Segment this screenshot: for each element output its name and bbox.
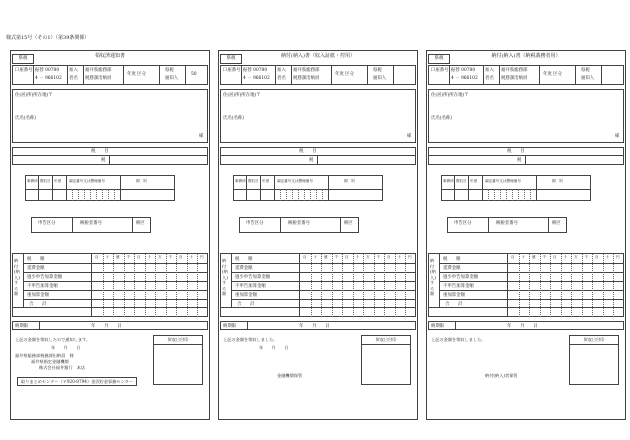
declaration-row bbox=[31, 217, 151, 233]
payee-org-a: 福井県総務部 bbox=[501, 68, 528, 73]
digit-separator bbox=[311, 254, 312, 317]
digit-separator bbox=[494, 189, 495, 201]
divider bbox=[468, 176, 469, 201]
tax-label-b: 通知人 bbox=[373, 76, 387, 81]
date-col-label: 徴収日 bbox=[40, 179, 51, 183]
divider bbox=[429, 155, 624, 156]
year-col-label: 年度 bbox=[54, 179, 62, 183]
digit-header: 十 bbox=[397, 255, 402, 259]
divider bbox=[23, 272, 208, 273]
digit-separator bbox=[286, 189, 287, 201]
divider bbox=[439, 299, 624, 300]
digit-separator bbox=[550, 254, 551, 317]
digit-header: 千 bbox=[542, 255, 547, 259]
account-number-b: 4 － 966102 bbox=[35, 76, 62, 81]
divider bbox=[185, 66, 186, 85]
digit-separator bbox=[108, 189, 109, 201]
digit-header: 十 bbox=[189, 255, 194, 259]
deadline-label: 納期限 bbox=[15, 324, 29, 329]
amount-row-label: 延滞金額 bbox=[443, 266, 461, 271]
digit-separator bbox=[342, 254, 343, 317]
receipt-note-bank: 福井県指定金融機関 bbox=[31, 359, 69, 364]
divider bbox=[340, 218, 341, 233]
divider bbox=[83, 66, 84, 85]
divider bbox=[231, 263, 416, 264]
digit-header: 万 bbox=[574, 255, 578, 259]
digit-separator bbox=[84, 189, 85, 201]
payment-district-label: 納区 bbox=[136, 221, 145, 226]
digit-separator bbox=[613, 254, 614, 317]
digit-separator bbox=[187, 254, 188, 317]
code-grid bbox=[441, 175, 591, 201]
receipt-stamp-label: 領収日付印 bbox=[154, 336, 202, 345]
divider bbox=[575, 66, 576, 85]
payee-org-b: 税務課出納員 bbox=[293, 76, 320, 81]
tax-label-a: 県税 bbox=[373, 68, 382, 73]
divider bbox=[439, 290, 624, 291]
payee-label-b: 者名 bbox=[485, 76, 494, 81]
digit-separator bbox=[512, 189, 513, 201]
divider bbox=[23, 281, 208, 282]
divider bbox=[234, 189, 383, 190]
account-info-row bbox=[12, 65, 208, 85]
digit-header: 十 bbox=[521, 255, 526, 259]
address-block bbox=[428, 89, 624, 143]
divider bbox=[499, 66, 500, 85]
digit-separator bbox=[316, 189, 317, 201]
divider bbox=[221, 155, 416, 156]
account-info-row bbox=[220, 65, 416, 85]
retention-label: 金融機関保管 bbox=[277, 373, 303, 378]
deadline-row bbox=[428, 321, 624, 330]
divider bbox=[231, 272, 416, 273]
id-col-label: 調定番号又は整理番号 bbox=[69, 179, 105, 183]
divider bbox=[39, 322, 40, 330]
digit-header: 十 bbox=[313, 255, 318, 259]
digit-separator bbox=[530, 189, 531, 201]
digit-header: 百 bbox=[345, 255, 349, 259]
divider bbox=[601, 66, 602, 85]
account-number-b: 4 － 966102 bbox=[451, 76, 478, 81]
divider bbox=[67, 66, 68, 85]
divider bbox=[13, 307, 208, 308]
digit-separator bbox=[363, 254, 364, 317]
divider bbox=[26, 189, 175, 190]
divider bbox=[231, 290, 416, 291]
amount-row-label: 延滞金額 bbox=[235, 266, 253, 271]
retention-label: 納付(納入)者保管 bbox=[485, 373, 518, 378]
form-title: 納付(納入)書（納税義務者用） bbox=[491, 53, 561, 59]
form-title: 領収済通知書 bbox=[94, 53, 125, 59]
amount-row-label: 税 額 bbox=[27, 257, 45, 262]
divider bbox=[231, 281, 416, 282]
tax-suffix: 税 bbox=[517, 158, 522, 163]
payee-label-a: 加入 bbox=[277, 68, 286, 73]
deadline-row bbox=[12, 321, 208, 330]
digit-separator bbox=[519, 254, 520, 317]
payee-label-a: 加入 bbox=[485, 68, 494, 73]
account-label: 口座番号 bbox=[223, 68, 241, 73]
divider bbox=[120, 176, 121, 201]
digit-header: 十 bbox=[105, 255, 110, 259]
divider bbox=[488, 218, 489, 233]
receipt-stamp-label: 領収日付印 bbox=[362, 336, 410, 345]
divider bbox=[548, 218, 549, 233]
code-grid bbox=[25, 175, 175, 201]
tax-item-label: 税 目 bbox=[91, 149, 109, 154]
taxpayer-number-label: 納税者番号 bbox=[80, 221, 102, 226]
amount-row-label: 不申告加算金額 bbox=[27, 284, 58, 289]
receipt-stamp-box bbox=[153, 335, 203, 385]
divider bbox=[221, 307, 416, 308]
payee-label-b: 者名 bbox=[277, 76, 286, 81]
declaration-row bbox=[447, 217, 567, 233]
digit-separator bbox=[113, 254, 114, 317]
amount-table bbox=[428, 253, 624, 317]
divider bbox=[246, 176, 247, 201]
divider bbox=[247, 322, 248, 330]
digit-separator bbox=[321, 254, 322, 317]
digit-separator bbox=[134, 254, 135, 317]
digit-header: 百 bbox=[511, 255, 515, 259]
name-label: 氏名(名称) bbox=[15, 116, 36, 121]
divider bbox=[367, 66, 368, 85]
divider bbox=[109, 155, 110, 165]
tax-item-label: 税 目 bbox=[507, 149, 525, 154]
amount-row-label: 過少申告加算金額 bbox=[235, 275, 271, 280]
office-col-label: 事務所 bbox=[27, 179, 38, 183]
amount-row-label: 重加算金額 bbox=[27, 293, 49, 298]
vertical-amount-label: 納付(納入)する額 bbox=[14, 258, 20, 296]
declaration-row bbox=[239, 217, 359, 233]
divider bbox=[291, 66, 292, 85]
payee-org-a: 福井県総務部 bbox=[85, 68, 112, 73]
divider bbox=[525, 155, 526, 165]
name-label: 氏名(名称) bbox=[431, 116, 452, 121]
digit-separator bbox=[298, 189, 299, 201]
divider bbox=[66, 176, 67, 201]
digit-header: 十 bbox=[147, 255, 152, 259]
digit-header: 円 bbox=[616, 255, 620, 259]
address-label: 住(居)所(所在地)〒 bbox=[431, 93, 469, 98]
divider bbox=[439, 272, 624, 273]
honorific: 様 bbox=[407, 134, 412, 139]
address-label: 住(居)所(所在地)〒 bbox=[223, 93, 261, 98]
digit-header: 万 bbox=[158, 255, 162, 259]
digit-header: 億 bbox=[324, 255, 328, 259]
digit-separator bbox=[571, 254, 572, 317]
divider bbox=[483, 66, 484, 85]
taxpayer-number-label: 納税者番号 bbox=[288, 221, 310, 226]
receipt-note-date: 年 月 日 bbox=[51, 345, 81, 350]
digit-header: 億 bbox=[116, 255, 120, 259]
amount-row-label: 重加算金額 bbox=[443, 293, 465, 298]
digit-separator bbox=[280, 189, 281, 201]
account-number-a: 振替 00780 bbox=[35, 68, 60, 73]
divider bbox=[454, 176, 455, 201]
digit-separator bbox=[102, 189, 103, 201]
digit-separator bbox=[96, 189, 97, 201]
digit-header: 百 bbox=[137, 255, 141, 259]
divider bbox=[123, 66, 124, 85]
digit-separator bbox=[197, 254, 198, 317]
receipt-note: 上記の金額を領収しました。 bbox=[431, 337, 486, 342]
period-col-label: 期 別 bbox=[136, 179, 147, 183]
divider bbox=[38, 176, 39, 201]
tax-suffix: 税 bbox=[101, 158, 106, 163]
digit-separator bbox=[592, 254, 593, 317]
digit-separator bbox=[72, 189, 73, 201]
amount-row-label: 税 額 bbox=[235, 257, 253, 262]
digit-separator bbox=[561, 254, 562, 317]
address-block bbox=[12, 89, 208, 143]
receipt-stamp-box bbox=[569, 335, 619, 385]
divider bbox=[33, 66, 34, 85]
digit-header: 円 bbox=[200, 255, 204, 259]
office-code: 50 bbox=[191, 72, 197, 77]
divider bbox=[23, 263, 208, 264]
digit-separator bbox=[405, 254, 406, 317]
tax-item-row bbox=[12, 147, 208, 165]
collection-center-box: 取りまとめセンター（〒920-8794）金沢貯金事務センター bbox=[17, 377, 137, 386]
tax-label-a: 県税 bbox=[165, 68, 174, 73]
payment-form-1 bbox=[10, 50, 210, 420]
period-col-label: 期 別 bbox=[344, 179, 355, 183]
amount-table bbox=[220, 253, 416, 317]
digit-separator bbox=[155, 254, 156, 317]
digit-header: 円 bbox=[408, 255, 412, 259]
amount-row-label: 不申告加算金額 bbox=[235, 284, 266, 289]
digit-header: 十 bbox=[355, 255, 360, 259]
digit-header: 百 bbox=[95, 255, 99, 259]
deadline-date: 年 月 日 bbox=[507, 324, 538, 329]
divider bbox=[317, 155, 318, 165]
payee-label-a: 加入 bbox=[69, 68, 78, 73]
divider bbox=[23, 299, 208, 300]
digit-separator bbox=[353, 254, 354, 317]
id-col-label: 調定番号又は整理番号 bbox=[485, 179, 521, 183]
period-col-label: 期 別 bbox=[552, 179, 563, 183]
payment-district-label: 納区 bbox=[344, 221, 353, 226]
divider bbox=[536, 176, 537, 201]
digit-separator bbox=[78, 189, 79, 201]
year-col-label: 年度 bbox=[262, 179, 270, 183]
digit-separator bbox=[114, 189, 115, 201]
amount-row-label: 過少申告加算金額 bbox=[443, 275, 479, 280]
fiscal-year-label: 年度 区分 bbox=[543, 72, 562, 77]
name-label: 氏名(名称) bbox=[223, 116, 244, 121]
deadline-label: 納期限 bbox=[431, 324, 445, 329]
receipt-note-to: 福井県総務部税務課出納員 様 bbox=[15, 353, 74, 358]
digit-separator bbox=[582, 254, 583, 317]
amount-row-label: 税 額 bbox=[443, 257, 461, 262]
digit-header: 十 bbox=[605, 255, 610, 259]
divider bbox=[13, 155, 208, 156]
tax-item-row bbox=[220, 147, 416, 165]
digit-separator bbox=[292, 189, 293, 201]
amount-row-label: 合 計 bbox=[29, 302, 47, 307]
receipt-stamp-label: 領収日付印 bbox=[570, 336, 618, 345]
digit-header: 千 bbox=[126, 255, 131, 259]
digit-header: 百 bbox=[303, 255, 307, 259]
tax-label-b: 通知人 bbox=[581, 76, 595, 81]
deadline-row bbox=[220, 321, 416, 330]
digit-separator bbox=[506, 189, 507, 201]
amount-row-label: 合 計 bbox=[445, 302, 463, 307]
payment-district-label: 納区 bbox=[552, 221, 561, 226]
digit-separator bbox=[395, 254, 396, 317]
declaration-type-label: 申告区分 bbox=[454, 221, 472, 226]
honorific: 様 bbox=[615, 134, 620, 139]
digit-separator bbox=[540, 254, 541, 317]
year-col-label: 年度 bbox=[470, 179, 478, 183]
payment-form-3 bbox=[426, 50, 626, 420]
fiscal-year-label: 年度 区分 bbox=[335, 72, 354, 77]
digit-separator bbox=[384, 254, 385, 317]
divider bbox=[280, 218, 281, 233]
divider bbox=[429, 307, 624, 308]
form-title: 納付(納入)書（収入証紙・控用） bbox=[281, 53, 355, 59]
office-col-label: 事務所 bbox=[443, 179, 454, 183]
digit-separator bbox=[332, 254, 333, 317]
divider bbox=[439, 263, 624, 264]
divider bbox=[539, 66, 540, 85]
digit-separator bbox=[488, 189, 489, 201]
account-number-a: 振替 00780 bbox=[451, 68, 476, 73]
divider bbox=[439, 281, 624, 282]
digit-separator bbox=[124, 254, 125, 317]
digit-separator bbox=[304, 189, 305, 201]
digit-separator bbox=[90, 189, 91, 201]
tax-suffix: 税 bbox=[309, 158, 314, 163]
payment-form-2 bbox=[218, 50, 418, 420]
account-label: 口座番号 bbox=[431, 68, 449, 73]
address-label: 住(居)所(所在地)〒 bbox=[15, 93, 53, 98]
digit-separator bbox=[103, 254, 104, 317]
receipt-note-branch: 株式会社福井銀行 本店 bbox=[39, 365, 86, 370]
divider bbox=[328, 176, 329, 201]
digit-separator bbox=[518, 189, 519, 201]
digit-header: 千 bbox=[334, 255, 339, 259]
divider bbox=[52, 176, 53, 201]
digit-header: 百 bbox=[387, 255, 391, 259]
vertical-amount-label: 納付(納入)する額 bbox=[222, 258, 228, 296]
receipt-note: 上記の金額を領収しました。 bbox=[223, 337, 278, 342]
divider bbox=[275, 66, 276, 85]
amount-row-label: 重加算金額 bbox=[235, 293, 257, 298]
divider bbox=[442, 189, 591, 190]
tax-stamp-box: 県税 bbox=[428, 54, 450, 64]
divider bbox=[72, 218, 73, 233]
deadline-label: 納期限 bbox=[223, 324, 237, 329]
form-number-header: 様式第15号（その1）（第39条関係） bbox=[6, 35, 90, 41]
digit-header: 千 bbox=[584, 255, 589, 259]
divider bbox=[260, 176, 261, 201]
id-col-label: 調定番号又は整理番号 bbox=[277, 179, 313, 183]
vertical-amount-label: 納付(納入)する額 bbox=[430, 258, 436, 296]
digit-header: 千 bbox=[376, 255, 381, 259]
tax-item-label: 税 目 bbox=[299, 149, 317, 154]
honorific: 様 bbox=[199, 134, 204, 139]
account-number-b: 4 － 966102 bbox=[243, 76, 270, 81]
digit-separator bbox=[145, 254, 146, 317]
divider bbox=[132, 218, 133, 233]
payee-org-b: 税務課出納員 bbox=[501, 76, 528, 81]
amount-row-label: 延滞金額 bbox=[27, 266, 45, 271]
digit-separator bbox=[322, 189, 323, 201]
divider bbox=[393, 66, 394, 85]
declaration-type-label: 申告区分 bbox=[246, 221, 264, 226]
account-number-a: 振替 00780 bbox=[243, 68, 268, 73]
receipt-note-date: 年 月 日 bbox=[259, 345, 289, 350]
digit-separator bbox=[603, 254, 604, 317]
amount-row-label: 合 計 bbox=[237, 302, 255, 307]
digit-separator bbox=[166, 254, 167, 317]
digit-header: 万 bbox=[366, 255, 370, 259]
divider bbox=[231, 299, 416, 300]
address-block bbox=[220, 89, 416, 143]
tax-label-b: 通知人 bbox=[165, 76, 179, 81]
deadline-date: 年 月 日 bbox=[299, 324, 330, 329]
amount-row-label: 過少申告加算金額 bbox=[27, 275, 63, 280]
digit-separator bbox=[500, 189, 501, 201]
tax-stamp-box: 県税 bbox=[12, 54, 34, 64]
digit-separator bbox=[176, 254, 177, 317]
digit-header: 百 bbox=[553, 255, 557, 259]
divider bbox=[23, 290, 208, 291]
date-col-label: 徴収日 bbox=[248, 179, 259, 183]
account-label: 口座番号 bbox=[15, 68, 33, 73]
divider bbox=[274, 176, 275, 201]
digit-header: 百 bbox=[595, 255, 599, 259]
receipt-stamp-box bbox=[361, 335, 411, 385]
tax-stamp-box: 県税 bbox=[220, 54, 242, 64]
divider bbox=[241, 66, 242, 85]
deadline-date: 年 月 日 bbox=[91, 324, 122, 329]
declaration-type-label: 申告区分 bbox=[38, 221, 56, 226]
digit-header: 億 bbox=[532, 255, 536, 259]
divider bbox=[482, 176, 483, 201]
digit-separator bbox=[524, 189, 525, 201]
amount-row-label: 不申告加算金額 bbox=[443, 284, 474, 289]
fiscal-year-label: 年度 区分 bbox=[127, 72, 146, 77]
digit-header: 百 bbox=[179, 255, 183, 259]
digit-separator bbox=[529, 254, 530, 317]
amount-table bbox=[12, 253, 208, 317]
digit-separator bbox=[374, 254, 375, 317]
digit-header: 千 bbox=[168, 255, 173, 259]
account-info-row bbox=[428, 65, 624, 85]
divider bbox=[159, 66, 160, 85]
divider bbox=[449, 66, 450, 85]
date-col-label: 徴収日 bbox=[456, 179, 467, 183]
divider bbox=[331, 66, 332, 85]
taxpayer-number-label: 納税者番号 bbox=[496, 221, 518, 226]
divider bbox=[455, 322, 456, 330]
payee-org-b: 税務課出納員 bbox=[85, 76, 112, 81]
receipt-note: 上記の金額を領収したので通知します。 bbox=[15, 337, 91, 342]
digit-separator bbox=[310, 189, 311, 201]
tax-item-row bbox=[428, 147, 624, 165]
payee-org-a: 福井県総務部 bbox=[293, 68, 320, 73]
digit-header: 十 bbox=[563, 255, 568, 259]
code-grid bbox=[233, 175, 383, 201]
office-col-label: 事務所 bbox=[235, 179, 246, 183]
payee-label-b: 者名 bbox=[69, 76, 78, 81]
tax-label-a: 県税 bbox=[581, 68, 590, 73]
